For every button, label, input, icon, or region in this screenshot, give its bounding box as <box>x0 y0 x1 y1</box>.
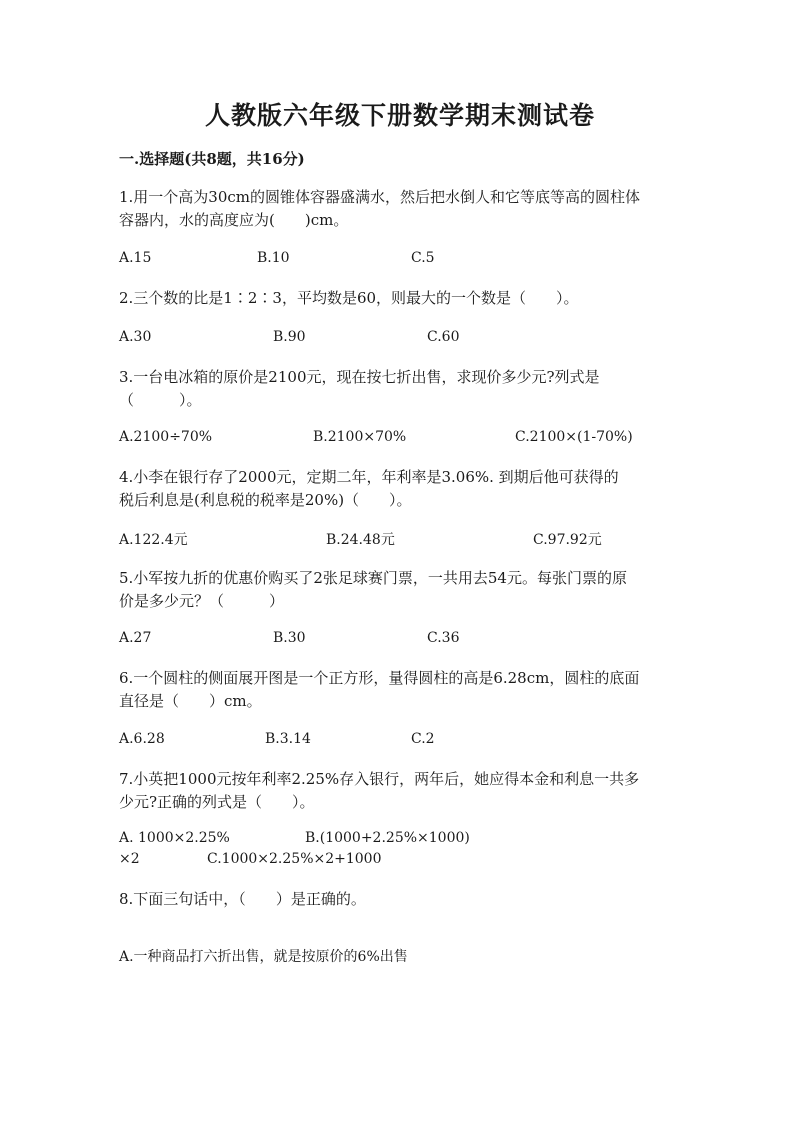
question-text-line: 3.一台电冰箱的原价是2100元，现在按七折出售，求现价多少元?列式是 <box>119 368 600 386</box>
question-text-line: （ ）。 <box>119 391 202 409</box>
question-text-line: 1.用一个高为30cm的圆锥体容器盛满水，然后把水倒人和它等底等高的圆柱体 <box>119 188 641 206</box>
question-text-line: 6.一个圆柱的侧面展开图是一个正方形，量得圆柱的高是6.28cm，圆柱的底面 <box>119 669 640 687</box>
option-a: A.一种商品打六折出售，就是按原价的6%出售 <box>119 949 408 965</box>
question-text-line: 5.小军按九折的优惠价购买了2张足球赛门票，一共用去54元。每张门票的原 <box>119 569 627 587</box>
option-b: B.30 <box>273 630 306 646</box>
option-b: B.2100×70% <box>313 429 407 445</box>
option-c: C.60 <box>427 329 460 345</box>
option-a: A.6.28 <box>119 731 165 747</box>
option-b: B.3.14 <box>265 731 311 747</box>
question-7 <box>119 768 689 814</box>
option-b: B.24.48元 <box>326 532 395 548</box>
question-8 <box>119 888 689 911</box>
option-c: C.97.92元 <box>533 532 602 548</box>
question-text-line: 2.三个数的比是1∶2∶3，平均数是60，则最大的一个数是（ ）。 <box>119 289 579 307</box>
question-2 <box>119 287 689 310</box>
question-text-line: 直径是（ ）cm。 <box>119 692 262 710</box>
option-c: C.5 <box>411 250 435 266</box>
option-c: C.36 <box>427 630 460 646</box>
option-b-continuation: ×2 <box>119 851 140 867</box>
option-c: C.2 <box>411 731 435 747</box>
option-a: A.30 <box>119 329 152 345</box>
option-a: A.122.4元 <box>119 532 188 548</box>
question-text-line: 4.小李在银行存了2000元，定期二年，年利率是3.06%. 到期后他可获得的 <box>119 468 619 486</box>
question-1 <box>119 186 689 232</box>
option-a: A.15 <box>119 250 152 266</box>
option-c: C.2100×(1-70%) <box>515 429 633 445</box>
question-3 <box>119 366 689 412</box>
question-text-line: 8.下面三句话中，（ ）是正确的。 <box>119 890 366 908</box>
option-a: A.2100÷70% <box>119 429 213 445</box>
page-title: 人教版六年级下册数学期末测试卷 <box>204 101 595 130</box>
question-text-line: 容器内，水的高度应为( )cm。 <box>119 211 349 229</box>
question-text-line: 税后利息是(利息税的税率是20%)（ ）。 <box>119 491 412 509</box>
question-text-line: 少元?正确的列式是（ ）。 <box>119 793 315 811</box>
option-a: A.27 <box>119 630 152 646</box>
option-c: C.1000×2.25%×2+1000 <box>207 851 382 867</box>
option-a: A. 1000×2.25% <box>119 830 230 846</box>
option-b: B.(1000+2.25%×1000) <box>305 830 470 846</box>
option-b: B.10 <box>257 250 290 266</box>
question-4 <box>119 466 689 512</box>
question-text-line: 7.小英把1000元按年利率2.25%存入银行，两年后，她应得本金和利息一共多 <box>119 770 640 788</box>
question-5 <box>119 567 689 613</box>
section-heading: 一.选择题(共8题，共16分) <box>119 150 305 168</box>
question-text-line: 价是多少元？（ ） <box>119 592 285 610</box>
option-b: B.90 <box>273 329 306 345</box>
question-6 <box>119 667 689 713</box>
